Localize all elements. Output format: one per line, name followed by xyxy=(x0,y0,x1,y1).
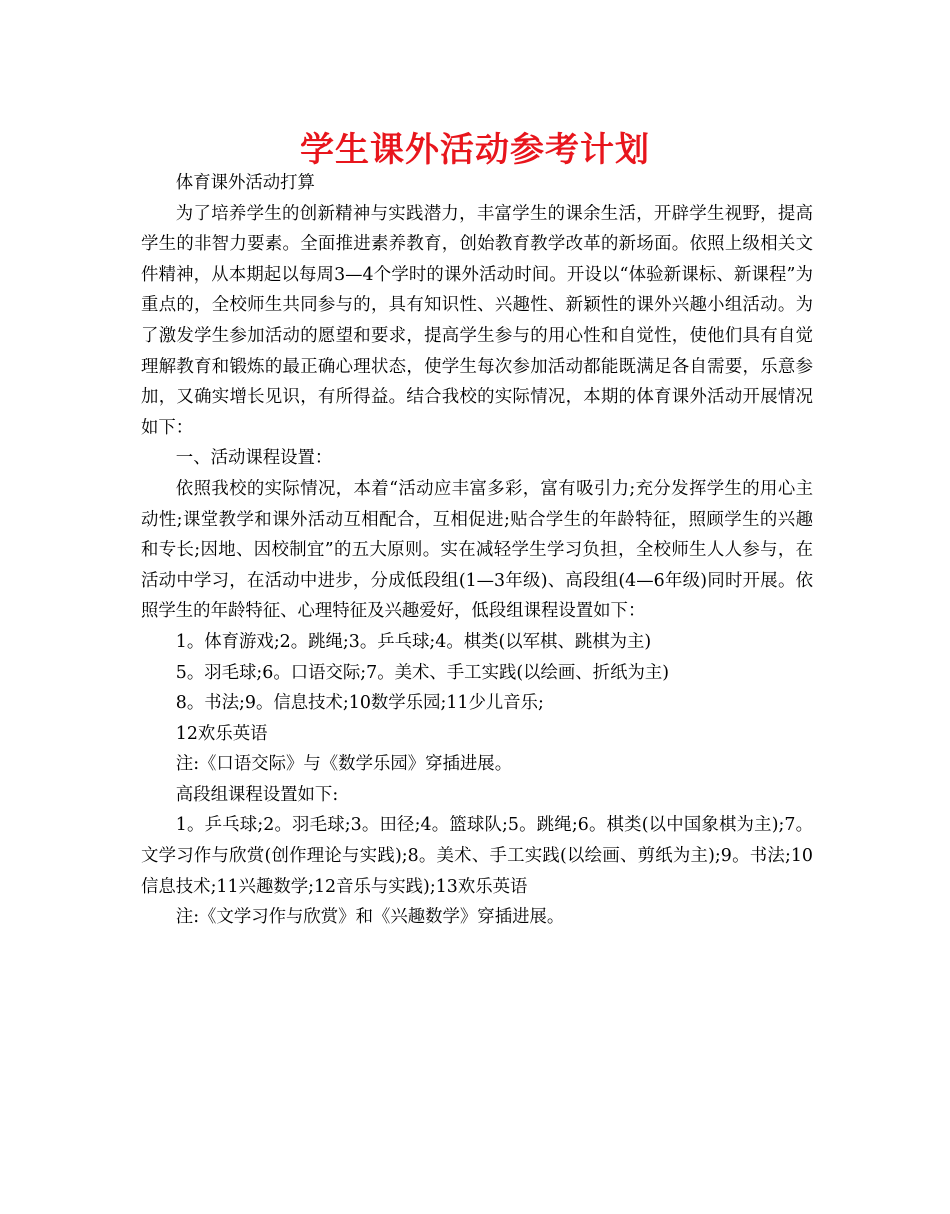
document-body xyxy=(141,168,813,933)
list-item: 1。乒乓球;2。羽毛球;3。田径;4。篮球队;5。跳绳;6。棋类(以中国象棋为主);7。文学习作与欣赏(创作理论与实践);8。美术、手工实践(以绘画、剪纸为主);9。书法;10信息技术;11兴趣数学;12音乐与实践);13欢乐英语 xyxy=(141,815,813,897)
document-title: 学生课外活动参考计划 xyxy=(300,130,650,170)
principles-paragraph: 依照我校的实际情况，本着“活动应丰富多彩，富有吸引力;充分发挥学生的用心主动性;课堂教学和课外活动互相配合，互相促进;贴合学生的年龄特征，照顾学生的兴趣和专长;因地、因校制宜”的五大原则。实在减轻学生学习负担，全校师生人人参与，在活动中学习，在活动中进步，分成低段组(1—3年级)、高段组(4—6年级)同时开展。依照学生的年龄特征、心理特征及兴趣爱好，低段组课程设置如下： xyxy=(141,478,813,622)
section-heading: 高段组课程设置如下: xyxy=(175,784,339,805)
section-heading: 一、活动课程设置： xyxy=(175,448,333,469)
intro-paragraph: 为了培养学生的创新精神与实践潜力，丰富学生的课余生活，开辟学生视野，提高学生的非智力要素。全面推进素养教育，创始教育教学改革的新场面。依照上级相关文件精神，从本期起以每周3—4个学时的课外活动时间。开设以“体验新课标、新课程”为重点的，全校师生共同参与的，具有知识性、兴趣性、新颖性的课外兴趣小组活动。为了激发学生参加活动的愿望和要求，提高学生参与的用心性和自觉性，使他们具有自觉理解教育和锻炼的最正确心理状态，使学生每次参加活动都能既满足各自需要，乐意参加，又确实增长见识，有所得益。结合我校的实际情况，本期的体育课外活动开展情况如下： xyxy=(141,203,813,438)
note-paragraph: 注:《文学习作与欣赏》和《兴趣数学》穿插进展。 xyxy=(175,907,565,928)
list-item: 5。羽毛球;6。口语交际;7。美术、手工实践(以绘画、折纸为主) xyxy=(175,662,670,683)
section-heading: 体育课外活动打算 xyxy=(175,173,315,193)
note-paragraph: 注:《口语交际》与《数学乐园》穿插进展。 xyxy=(175,754,513,775)
list-item: 8。书法;9。信息技术;10数学乐园;11少儿音乐; xyxy=(175,693,544,714)
list-item: 12欢乐英语 xyxy=(175,723,268,744)
list-item: 1。体育游戏;2。跳绳;3。乒乓球;4。棋类(以军棋、跳棋为主) xyxy=(175,631,652,652)
